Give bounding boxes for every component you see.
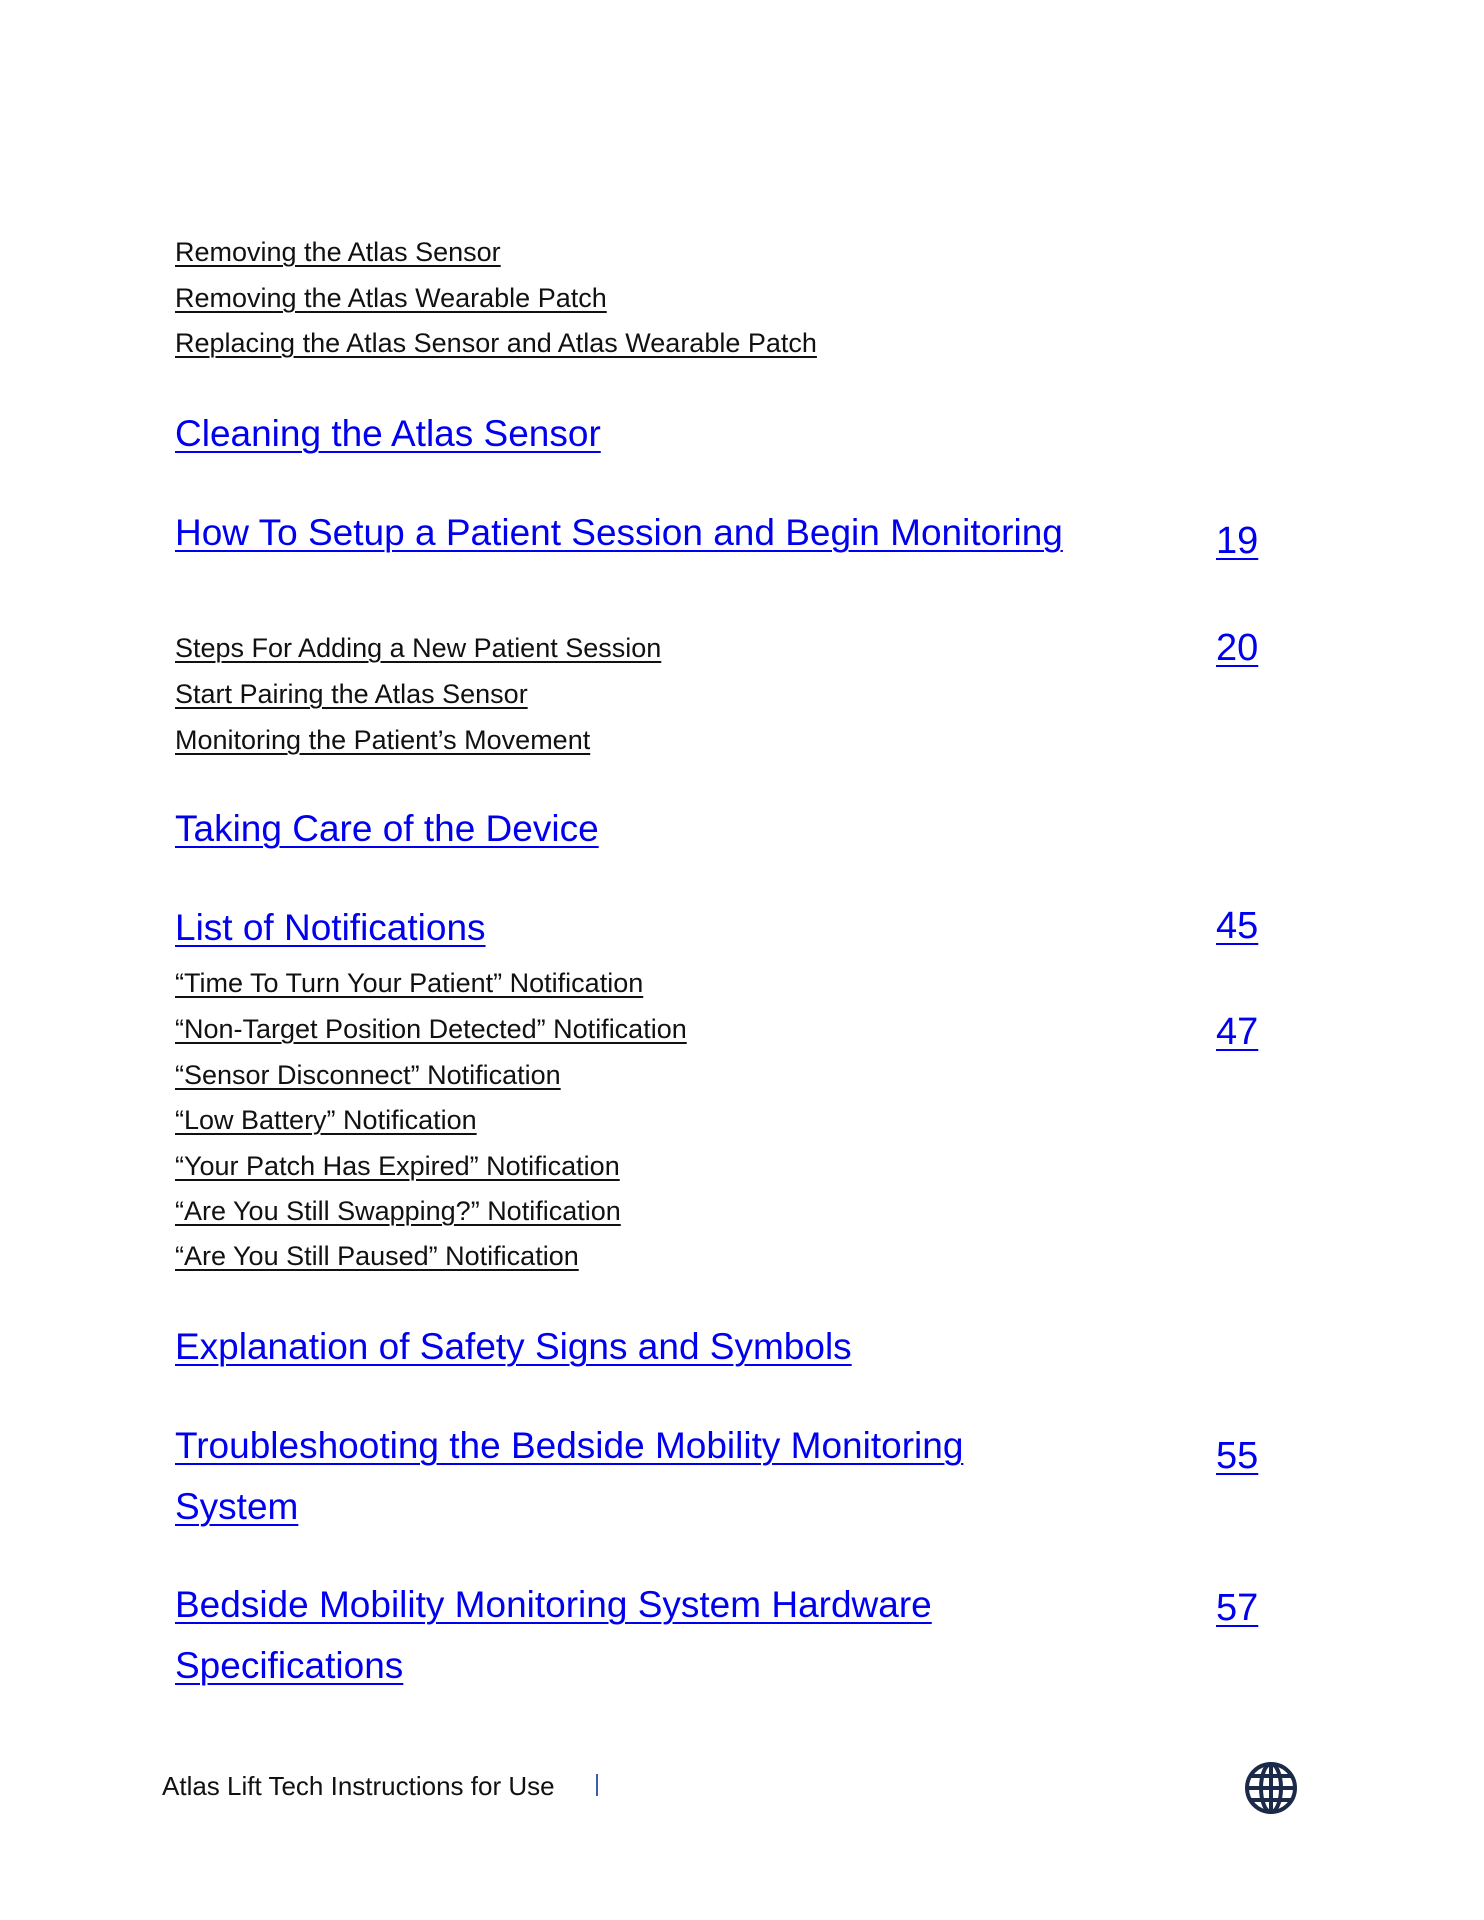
toc-link-sensor-disconnect[interactable]: “Sensor Disconnect” Notification (175, 1060, 561, 1090)
toc-link-time-to-turn[interactable]: “Time To Turn Your Patient” Notification (175, 968, 644, 998)
toc-heading-troubleshooting[interactable]: Troubleshooting the Bedside Mobility Monitoring (175, 1425, 964, 1466)
toc-heading-hardware-specs-cont[interactable]: Specifications (175, 1645, 404, 1686)
toc-link-still-swapping[interactable]: “Are You Still Swapping?” Notification (175, 1196, 621, 1226)
toc-page-number[interactable]: 20 (1216, 627, 1259, 669)
toc-heading-safety-signs[interactable]: Explanation of Safety Signs and Symbols (175, 1326, 852, 1367)
toc-link-removing-patch[interactable]: Removing the Atlas Wearable Patch (175, 283, 607, 313)
footer-title: Atlas Lift Tech Instructions for Use (162, 1771, 555, 1801)
toc-link-patch-expired[interactable]: “Your Patch Has Expired” Notification (175, 1151, 620, 1181)
toc-heading-hardware-specs[interactable]: Bedside Mobility Monitoring System Hardware (175, 1584, 932, 1625)
toc-page-number[interactable]: 45 (1216, 905, 1259, 947)
toc-link-still-paused[interactable]: “Are You Still Paused” Notification (175, 1241, 579, 1271)
toc-link-non-target[interactable]: “Non-Target Position Detected” Notification (175, 1014, 687, 1044)
footer-divider (596, 1774, 598, 1796)
globe-icon (1244, 1761, 1298, 1815)
toc-link-low-battery[interactable]: “Low Battery” Notification (175, 1105, 477, 1135)
toc-link-replacing-sensor-patch[interactable]: Replacing the Atlas Sensor and Atlas Wearable Patch (175, 328, 817, 358)
toc-heading-taking-care[interactable]: Taking Care of the Device (175, 808, 599, 849)
toc-link-start-pairing[interactable]: Start Pairing the Atlas Sensor (175, 679, 528, 709)
toc-link-monitoring-movement[interactable]: Monitoring the Patient’s Movement (175, 725, 591, 755)
toc-heading-cleaning[interactable]: Cleaning the Atlas Sensor (175, 413, 601, 454)
toc-heading-troubleshooting-cont[interactable]: System (175, 1486, 299, 1527)
toc-heading-notifications[interactable]: List of Notifications (175, 907, 486, 948)
toc-link-removing-sensor[interactable]: Removing the Atlas Sensor (175, 237, 501, 267)
toc-link-adding-session[interactable]: Steps For Adding a New Patient Session (175, 633, 662, 663)
toc-page-number[interactable]: 55 (1216, 1435, 1259, 1477)
toc-page-number[interactable]: 57 (1216, 1587, 1259, 1629)
toc-heading-setup-session[interactable]: How To Setup a Patient Session and Begin Monitoring (175, 512, 1063, 553)
toc-page-number[interactable]: 47 (1216, 1011, 1259, 1053)
toc-page-number[interactable]: 19 (1216, 520, 1259, 562)
